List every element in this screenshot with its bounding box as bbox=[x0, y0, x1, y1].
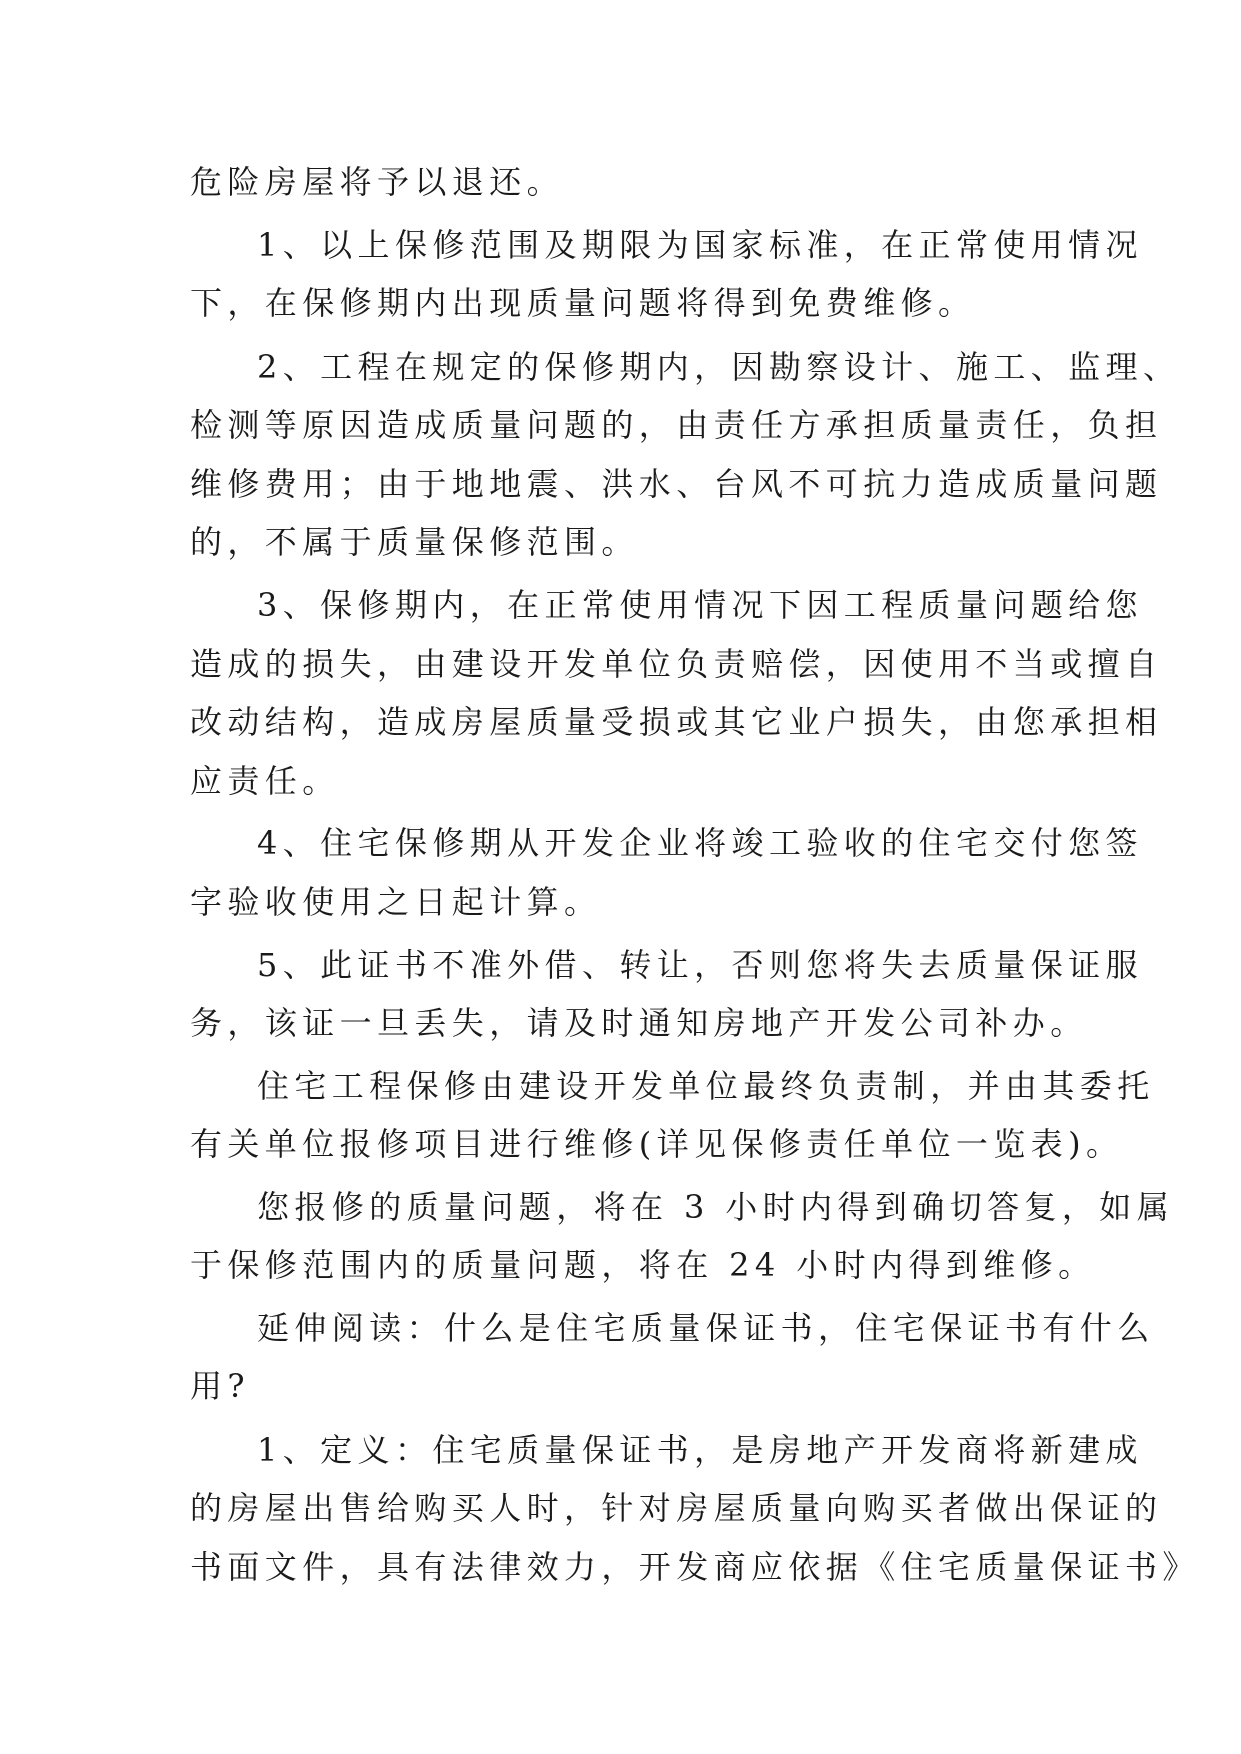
text-line-19: 于保修范围内的质量问题，将在 24 小时内得到维修。 bbox=[190, 1246, 1096, 1284]
text-line-15: 务，该证一旦丢失，请及时通知房地产开发公司补办。 bbox=[190, 1004, 1088, 1042]
text-line-12: 4、住宅保修期从开发企业将竣工验收的住宅交付您签 bbox=[257, 824, 1143, 862]
text-line-17: 有关单位报修项目进行维修(详见保修责任单位一览表)。 bbox=[190, 1125, 1124, 1163]
text-line-13: 字验收使用之日起计算。 bbox=[190, 883, 602, 921]
text-line-16: 住宅工程保修由建设开发单位最终负责制，并由其委托 bbox=[257, 1067, 1155, 1105]
text-line-22: 1、定义：住宅质量保证书，是房地产开发商将新建成 bbox=[257, 1431, 1143, 1469]
text-line-3: 下，在保修期内出现质量问题将得到免费维修。 bbox=[190, 284, 976, 322]
text-line-18: 您报修的质量问题，将在 3 小时内得到确切答复，如属 bbox=[257, 1188, 1175, 1226]
text-line-21: 用? bbox=[190, 1367, 250, 1405]
text-line-4: 2、工程在规定的保修期内，因勘察设计、施工、监理、 bbox=[257, 348, 1181, 386]
text-line-5: 检测等原因造成质量问题的，由责任方承担质量责任，负担 bbox=[190, 406, 1163, 444]
text-line-20: 延伸阅读：什么是住宅质量保证书，住宅保证书有什么 bbox=[257, 1309, 1155, 1347]
text-line-11: 应责任。 bbox=[190, 762, 340, 800]
text-line-1: 危险房屋将予以退还。 bbox=[190, 163, 565, 201]
text-line-2: 1、以上保修范围及期限为国家标准，在正常使用情况 bbox=[257, 226, 1143, 264]
text-line-8: 3、保修期内，在正常使用情况下因工程质量问题给您 bbox=[257, 586, 1143, 624]
text-line-6: 维修费用；由于地地震、洪水、台风不可抗力造成质量问题 bbox=[190, 465, 1163, 503]
text-line-7: 的，不属于质量保修范围。 bbox=[190, 523, 639, 561]
text-line-10: 改动结构，造成房屋质量受损或其它业户损失，由您承担相 bbox=[190, 703, 1163, 741]
text-line-23: 的房屋出售给购买人时，针对房屋质量向购买者做出保证的 bbox=[190, 1489, 1163, 1527]
text-line-24: 书面文件，具有法律效力，开发商应依据《住宅质量保证书》 bbox=[190, 1548, 1200, 1586]
text-line-9: 造成的损失，由建设开发单位负责赔偿，因使用不当或擅自 bbox=[190, 645, 1163, 683]
text-line-14: 5、此证书不准外借、转让，否则您将失去质量保证服 bbox=[257, 946, 1143, 984]
